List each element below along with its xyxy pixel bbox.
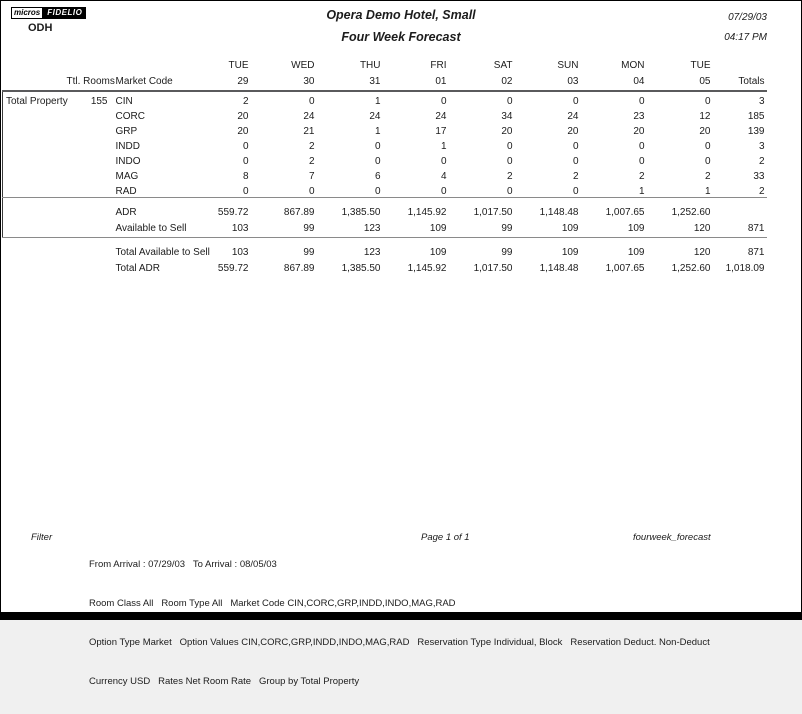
value-cell: 0 xyxy=(704,96,711,107)
value-cell: 0 xyxy=(242,156,249,167)
value-cell: 34 xyxy=(501,111,513,122)
report-subtitle: Four Week Forecast xyxy=(341,30,461,44)
value-cell: 24 xyxy=(303,111,315,122)
bottom-bar xyxy=(1,613,801,619)
table-row xyxy=(3,107,767,122)
value-cell: 103 xyxy=(231,247,249,258)
page-number: Page 1 of 1 xyxy=(421,532,470,543)
value-cell: 123 xyxy=(363,247,381,258)
day-number-header: 03 xyxy=(515,71,581,91)
row-total-cell: 1,018.09 xyxy=(725,263,765,274)
value-cell: 1,148.48 xyxy=(539,263,579,274)
value-cell: 1,145.92 xyxy=(407,207,447,218)
table-row xyxy=(3,167,767,182)
table-row xyxy=(3,122,767,137)
value-cell: 24 xyxy=(435,111,447,122)
day-name-header: TUE xyxy=(690,60,711,71)
ttl-rooms-header: Ttl. Rooms xyxy=(65,71,110,91)
value-cell: 24 xyxy=(567,111,579,122)
value-cell: 20 xyxy=(501,126,513,137)
summary-label: Available to Sell xyxy=(110,218,185,238)
rooms-cell xyxy=(65,182,110,198)
row-total-cell: 33 xyxy=(753,171,765,182)
value-cell: 1,017.50 xyxy=(473,207,513,218)
spacer-cell xyxy=(110,55,185,71)
spacer-cell xyxy=(3,71,65,91)
value-cell: 20 xyxy=(237,126,249,137)
table-row xyxy=(3,91,767,107)
value-cell: 0 xyxy=(506,156,513,167)
spacer-cell xyxy=(713,55,767,71)
forecast-table xyxy=(2,55,767,274)
value-cell: 4 xyxy=(440,171,447,182)
value-cell: 0 xyxy=(374,141,381,152)
value-cell: 0 xyxy=(572,141,579,152)
filter-label: Filter xyxy=(31,532,53,543)
value-cell: 1 xyxy=(581,182,647,198)
value-cell: 1,148.48 xyxy=(539,207,579,218)
value-cell: 20 xyxy=(567,126,579,137)
rooms-cell xyxy=(65,122,110,137)
value-cell: 0 xyxy=(572,156,579,167)
rooms-cell xyxy=(65,152,110,167)
value-cell: 120 xyxy=(647,218,713,238)
value-cell: 1,145.92 xyxy=(407,263,447,274)
table-row xyxy=(3,258,767,274)
table-row xyxy=(3,152,767,167)
value-cell: 20 xyxy=(633,126,645,137)
value-cell: 1,385.50 xyxy=(341,263,381,274)
value-cell: 0 xyxy=(374,156,381,167)
value-cell: 0 xyxy=(638,156,645,167)
value-cell: 24 xyxy=(369,111,381,122)
rooms-total: 155 xyxy=(90,96,108,107)
value-cell: 0 xyxy=(185,182,251,198)
value-cell: 867.89 xyxy=(283,207,315,218)
table-row xyxy=(3,198,767,219)
hotel-code: ODH xyxy=(28,22,53,34)
day-number-row xyxy=(3,71,767,91)
market-code-header: Market Code xyxy=(110,71,185,91)
value-cell: 1,385.50 xyxy=(341,207,381,218)
group-cell xyxy=(3,152,65,167)
day-number-header: 31 xyxy=(317,71,383,91)
row-total-cell: 139 xyxy=(747,126,765,137)
spacer-cell xyxy=(65,55,110,71)
value-cell: 559.72 xyxy=(217,263,249,274)
value-cell: 103 xyxy=(185,218,251,238)
day-number-header: 29 xyxy=(185,71,251,91)
value-cell: 0 xyxy=(449,182,515,198)
value-cell: 109 xyxy=(627,247,645,258)
report-date: 07/29/03 xyxy=(728,12,767,23)
filter-line: Option Type Market Option Values CIN,CORC,GRP,INDD,INDO,MAG,RAD Reservation Type Individual, Block Reservation Deduct. Non-Deduct xyxy=(89,637,710,648)
market-code-cell: CORC xyxy=(115,111,145,122)
market-code-cell: RAD xyxy=(110,182,185,198)
value-cell: 109 xyxy=(581,218,647,238)
row-total-cell: 185 xyxy=(747,111,765,122)
value-cell: 109 xyxy=(561,247,579,258)
value-cell: 1,252.60 xyxy=(671,207,711,218)
value-cell: 99 xyxy=(449,218,515,238)
group-cell xyxy=(3,167,65,182)
day-number-header: 02 xyxy=(449,71,515,91)
value-cell: 6 xyxy=(374,171,381,182)
group-cell xyxy=(3,107,65,122)
row-total-cell: 3 xyxy=(758,141,765,152)
report-time: 04:17 PM xyxy=(724,32,767,43)
value-cell: 17 xyxy=(435,126,447,137)
filter-line: From Arrival : 07/29/03 To Arrival : 08/05/03 xyxy=(89,559,277,570)
value-cell: 2 xyxy=(638,171,645,182)
row-total-cell: 3 xyxy=(758,96,765,107)
value-cell: 1,007.65 xyxy=(605,263,645,274)
value-cell: 1,007.65 xyxy=(605,207,645,218)
market-code-cell: GRP xyxy=(115,126,138,137)
value-cell: 1 xyxy=(440,141,447,152)
market-code-cell: MAG xyxy=(115,171,139,182)
row-total-cell xyxy=(713,198,767,219)
row-total-cell: 871 xyxy=(713,218,767,238)
row-total-cell: 2 xyxy=(758,156,765,167)
day-name-header: TUE xyxy=(228,60,249,71)
value-cell: 0 xyxy=(440,96,447,107)
table-row xyxy=(3,238,767,259)
value-cell: 120 xyxy=(693,247,711,258)
value-cell: 7 xyxy=(308,171,315,182)
day-name-header: SUN xyxy=(557,60,579,71)
value-cell: 0 xyxy=(704,141,711,152)
value-cell: 2 xyxy=(308,141,315,152)
day-name-header: SAT xyxy=(493,60,513,71)
value-cell: 2 xyxy=(308,156,315,167)
value-cell: 0 xyxy=(242,141,249,152)
rooms-cell xyxy=(65,137,110,152)
value-cell: 21 xyxy=(303,126,315,137)
value-cell: 123 xyxy=(317,218,383,238)
rooms-cell xyxy=(65,258,110,274)
day-name-header: WED xyxy=(291,60,315,71)
row-total-cell: 2 xyxy=(713,182,767,198)
value-cell: 559.72 xyxy=(217,207,249,218)
value-cell: 20 xyxy=(237,111,249,122)
value-cell: 2 xyxy=(572,171,579,182)
market-code-cell: CIN xyxy=(115,96,133,107)
value-cell: 0 xyxy=(638,141,645,152)
table-row xyxy=(3,137,767,152)
group-label: Total Property xyxy=(3,91,65,107)
rooms-cell xyxy=(65,107,110,122)
value-cell: 8 xyxy=(242,171,249,182)
value-cell: 0 xyxy=(317,182,383,198)
day-name-header: FRI xyxy=(430,60,447,71)
market-code-cell: INDO xyxy=(115,156,141,167)
logo-micros-text: micros xyxy=(11,7,43,19)
value-cell: 0 xyxy=(638,96,645,107)
spacer-cell xyxy=(3,55,65,71)
report-datetime xyxy=(724,8,767,48)
value-cell: 0 xyxy=(506,96,513,107)
value-cell: 1 xyxy=(647,182,713,198)
rooms-cell xyxy=(65,198,110,219)
filter-line: Currency USD Rates Net Room Rate Group by Total Property xyxy=(89,676,360,687)
rooms-cell xyxy=(65,238,110,259)
totals-header: Totals xyxy=(713,71,767,91)
value-cell: 2 xyxy=(506,171,513,182)
filter-line: Room Class All Room Type All Market Code CIN,CORC,GRP,INDD,INDO,MAG,RAD xyxy=(89,598,456,609)
value-cell: 1,017.50 xyxy=(473,263,513,274)
value-cell: 2 xyxy=(242,96,249,107)
value-cell: 12 xyxy=(699,111,711,122)
value-cell: 0 xyxy=(383,182,449,198)
day-name-header: MON xyxy=(621,60,645,71)
micros-fidelio-logo xyxy=(11,7,86,19)
value-cell: 20 xyxy=(699,126,711,137)
value-cell: 99 xyxy=(303,247,315,258)
rooms-cell xyxy=(65,218,110,238)
row-total-cell: 871 xyxy=(747,247,765,258)
group-cell xyxy=(3,137,65,152)
value-cell: 1 xyxy=(374,126,381,137)
summary-label: Total Available to Sell xyxy=(115,247,210,258)
day-name-row xyxy=(3,55,767,71)
value-cell: 0 xyxy=(251,182,317,198)
market-code-cell: INDD xyxy=(115,141,140,152)
report-name: fourweek_forecast xyxy=(633,532,711,543)
value-cell: 109 xyxy=(515,218,581,238)
group-cell xyxy=(3,218,65,238)
value-cell: 99 xyxy=(251,218,317,238)
summary-label: Total ADR xyxy=(115,263,160,274)
day-number-header: 30 xyxy=(251,71,317,91)
day-number-header: 04 xyxy=(581,71,647,91)
logo-fidelio-text: FIDELIO xyxy=(43,7,86,19)
table-row xyxy=(3,182,767,198)
value-cell: 99 xyxy=(501,247,513,258)
day-number-header: 05 xyxy=(647,71,713,91)
day-name-header: THU xyxy=(359,60,381,71)
value-cell: 109 xyxy=(429,247,447,258)
value-cell: 109 xyxy=(383,218,449,238)
report-title: Opera Demo Hotel, Small xyxy=(326,8,476,22)
group-cell xyxy=(3,258,65,274)
rooms-cell xyxy=(65,167,110,182)
filter-lines xyxy=(89,532,710,714)
day-number-header: 01 xyxy=(383,71,449,91)
value-cell: 1 xyxy=(374,96,381,107)
value-cell: 1,252.60 xyxy=(671,263,711,274)
group-cell xyxy=(3,198,65,219)
group-cell xyxy=(3,122,65,137)
value-cell: 23 xyxy=(633,111,645,122)
value-cell: 2 xyxy=(704,171,711,182)
value-cell: 867.89 xyxy=(283,263,315,274)
value-cell: 0 xyxy=(704,156,711,167)
table-row xyxy=(3,218,767,238)
group-cell xyxy=(3,182,65,198)
value-cell: 0 xyxy=(440,156,447,167)
value-cell: 0 xyxy=(515,182,581,198)
value-cell: 0 xyxy=(308,96,315,107)
report-titles xyxy=(181,8,621,44)
value-cell: 0 xyxy=(572,96,579,107)
group-cell xyxy=(3,238,65,259)
value-cell: 0 xyxy=(506,141,513,152)
summary-label: ADR xyxy=(115,207,137,218)
